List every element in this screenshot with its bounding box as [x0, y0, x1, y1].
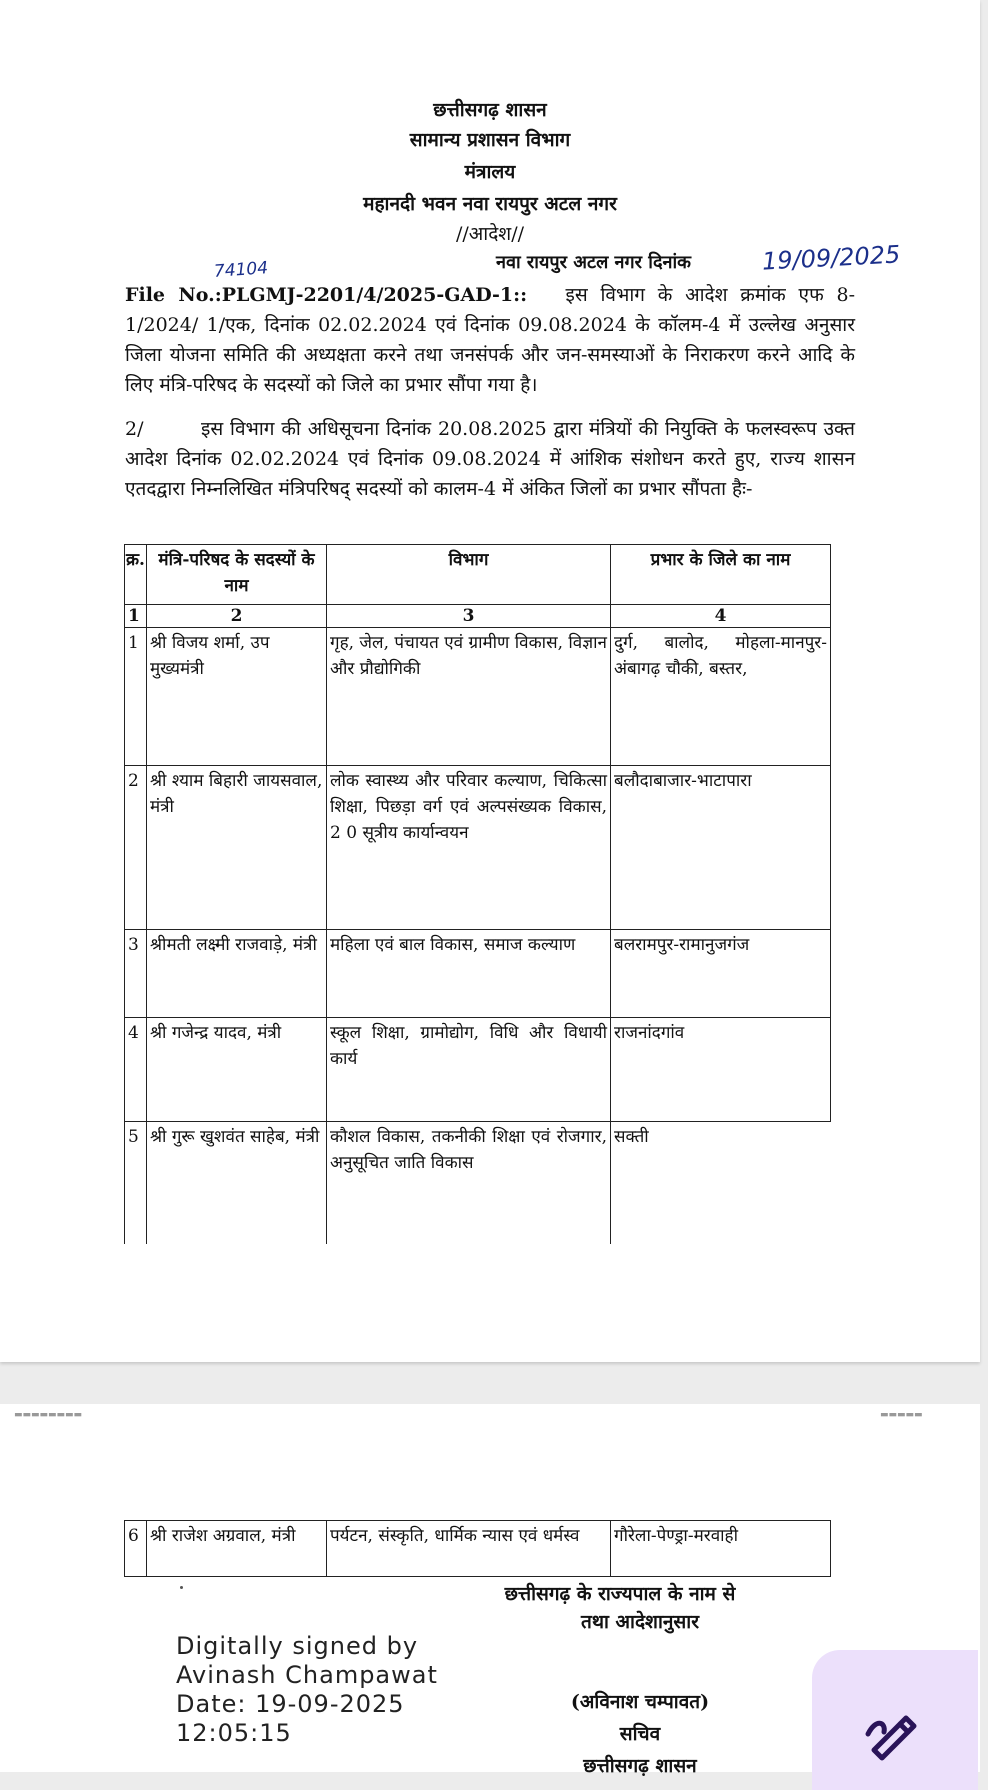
assignment-table-continued — [124, 1520, 831, 1577]
table-header-row — [125, 545, 831, 605]
paragraph-2-number: 2/ — [125, 418, 144, 440]
table-header-district: प्रभार के जिले का नाम — [611, 545, 831, 605]
row-department: पर्यटन, संस्कृति, धार्मिक न्यास एवं धर्मस्व — [327, 1521, 611, 1577]
digital-signature-time: 12:05:15 — [176, 1719, 292, 1747]
row-member-name: श्री गुरू खुशवंत साहेब, मंत्री — [147, 1122, 327, 1244]
table-row — [125, 628, 831, 766]
row-district: सक्ती — [611, 1122, 831, 1244]
row-sn: 2 — [125, 766, 147, 930]
header-address: महानदी भवन नवा रायपुर अटल नगर — [363, 193, 617, 215]
table-header-department: विभाग — [327, 545, 611, 605]
digital-signature — [176, 1632, 438, 1748]
table-colnum: 2 — [147, 605, 327, 628]
paragraph-2 — [125, 414, 855, 504]
row-district: बलौदाबाजार-भाटापारा — [611, 766, 831, 930]
signatory-designation: सचिव — [619, 1723, 661, 1745]
handwritten-number: 74104 — [213, 258, 269, 282]
table-colnum: 1 — [125, 605, 147, 628]
table-row — [125, 766, 831, 930]
table-header-name: मंत्रि-परिषद के सदस्यों के नाम — [147, 545, 327, 605]
dateline-text: नवा रायपुर अटल नगर दिनांक — [496, 252, 691, 273]
signature-order-line: तथा आदेशानुसार — [581, 1611, 699, 1633]
row-district: गौरेला-पेण्ड्रा-मरवाही — [611, 1521, 831, 1577]
row-department: स्कूल शिक्षा, ग्रामोद्योग, विधि और विधायी कार्य — [327, 1018, 611, 1122]
row-department: कौशल विकास, तकनीकी शिक्षा एवं रोजगार, अनुसूचित जाति विकास — [327, 1122, 611, 1244]
table-colnum: 3 — [327, 605, 611, 628]
dateline — [496, 250, 691, 274]
table-row — [125, 1521, 831, 1577]
row-member-name: श्री राजेश अग्रवाल, मंत्री — [147, 1521, 327, 1577]
signature-authority-line: छत्तीसगढ़ के राज्यपाल के नाम से — [504, 1583, 736, 1605]
assignment-table — [124, 544, 831, 1244]
edit-pen-icon — [860, 1698, 930, 1768]
table-colnum-row — [125, 605, 831, 628]
table-row — [125, 1018, 831, 1122]
paragraph-2-text: इस विभाग की अधिसूचना दिनांक 20.08.2025 द्वारा मंत्रियों की नियुक्ति के फलस्वरूप उक्त आदेश दिनांक 02.02.2024 एवं दिनांक 09.08.2024 में आंशिक संशोधन करते हुए, राज्य शासन एतदद्वारा निम्नलिखित मंत्रिपरिषद् सदस्यों को कालम-4 में अंकित जिलों का प्रभार सौंपता हैः- — [125, 418, 855, 500]
table-row — [125, 1122, 831, 1244]
row-sn: 5 — [125, 1122, 147, 1244]
row-sn: 4 — [125, 1018, 147, 1122]
table-row — [125, 930, 831, 1018]
row-sn: 3 — [125, 930, 147, 1018]
row-department: गृह, जेल, पंचायत एवं ग्रामीण विकास, विज्ञान और प्रौद्योगिकी — [327, 628, 611, 766]
row-district: बलरामपुर-रामानुजगंज — [611, 930, 831, 1018]
faint-header-left: ▬▬▬▬▬▬▬▬ — [14, 1410, 83, 1420]
paragraph-1-text: इस विभाग के आदेश क्रमांक एफ 8-1/2024/ 1/एक, दिनांक 02.02.2024 एवं दिनांक 09.08.2024 के कॉलम-4 में उल्लेख अनुसार जिला योजना समिति की अध्यक्षता करने तथा जनसंपर्क और जन-समस्याओं के निराकरण करने आदि के लिए मंत्रि-परिषद के सदस्यों को जिले का प्रभार सौंपा गया है। — [125, 284, 856, 396]
digital-signature-line1: Digitally signed by — [176, 1632, 419, 1660]
signatory-office: छत्तीसगढ़ शासन — [583, 1755, 697, 1777]
row-member-name: श्री श्याम बिहारी जायसवाल, मंत्री — [147, 766, 327, 930]
handwritten-date: 19/09/2025 — [761, 240, 901, 276]
header-order: //आदेश// — [455, 223, 525, 245]
file-number: File No.:PLGMJ-2201/4/2025-GAD-1:: — [125, 284, 528, 306]
header-government: छत्तीसगढ़ शासन — [433, 99, 547, 121]
header-ministry: मंत्रालय — [464, 161, 516, 183]
row-member-name: श्री गजेन्द्र यादव, मंत्री — [147, 1018, 327, 1122]
row-department: महिला एवं बाल विकास, समाज कल्याण — [327, 930, 611, 1018]
row-member-name: श्री विजय शर्मा, उप मुख्यमंत्री — [147, 628, 327, 766]
row-member-name: श्रीमती लक्ष्मी राजवाडे़, मंत्री — [147, 930, 327, 1018]
row-district: राजनांदगांव — [611, 1018, 831, 1122]
edit-button[interactable] — [812, 1650, 978, 1790]
row-sn: 1 — [125, 628, 147, 766]
digital-signature-date: Date: 19-09-2025 — [176, 1690, 405, 1718]
digital-signature-name: Avinash Champawat — [176, 1661, 438, 1689]
stray-dot — [180, 1586, 183, 1589]
table-header-sn: क्र. — [125, 545, 147, 605]
signatory-name: (अविनाश चम्पावत) — [570, 1691, 710, 1713]
faint-header-right: ▬▬▬▬▬ — [880, 1410, 923, 1420]
row-department: लोक स्वास्थ्य और परिवार कल्याण, चिकित्सा शिक्षा, पिछड़ा वर्ग एवं अल्पसंख्यक विकास, 2 0 सूत्रीय कार्यान्वयन — [327, 766, 611, 930]
row-district: दुर्ग, बालोद, मोहला-मानपुर-अंबागढ़ चौकी, बस्तर, — [611, 628, 831, 766]
table-colnum: 4 — [611, 605, 831, 628]
row-sn: 6 — [125, 1521, 147, 1577]
paragraph-1 — [125, 280, 855, 400]
header-department: सामान्य प्रशासन विभाग — [409, 129, 571, 151]
